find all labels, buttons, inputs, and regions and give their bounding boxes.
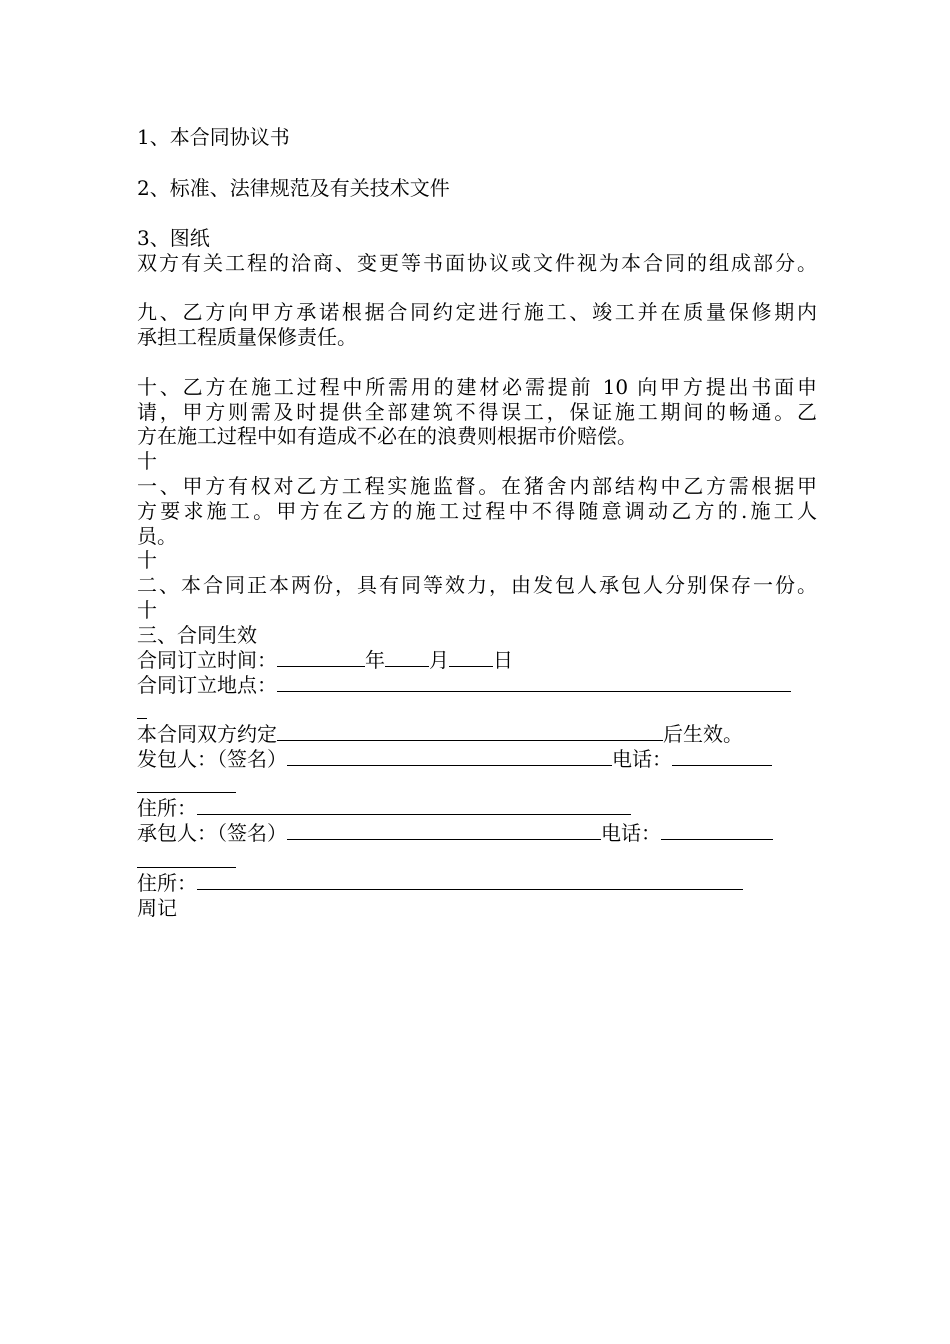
clause-11-line-2: 方要求施工。甲方在乙方的施工过程中不得随意调动乙方的.施工人 bbox=[137, 499, 817, 523]
item-1: 1、本合同协议书 bbox=[137, 125, 290, 149]
clause-13-number: 十 bbox=[137, 598, 157, 622]
agreement-suffix: 后生效。 bbox=[663, 722, 743, 746]
contractor-label: 承包人：（签名） bbox=[137, 821, 287, 845]
employer-address-blank bbox=[197, 797, 631, 815]
employer-address-row bbox=[137, 796, 631, 820]
employer-phone-blank-continuation bbox=[137, 792, 236, 793]
contractor-address-label: 住所： bbox=[137, 871, 197, 895]
place-blank-continuation bbox=[137, 718, 147, 719]
signing-time-row bbox=[137, 648, 513, 672]
agreement-blank bbox=[277, 723, 663, 741]
day-blank bbox=[449, 649, 493, 667]
employer-phone-label: 电话： bbox=[612, 747, 672, 771]
month-blank bbox=[385, 649, 429, 667]
clause-13-line-1: 三、合同生效 bbox=[137, 623, 257, 647]
year-blank bbox=[277, 649, 365, 667]
footer-note: 周记 bbox=[137, 896, 177, 920]
year-label: 年 bbox=[365, 648, 385, 672]
contractor-phone-blank bbox=[661, 822, 773, 840]
contractor-phone-blank-continuation bbox=[137, 867, 236, 868]
item-3: 3、图纸 bbox=[137, 226, 210, 250]
composition-note: 双方有关工程的洽商、变更等书面协议或文件视为本合同的组成部分。 bbox=[137, 251, 817, 275]
clause-11-line-1: 一、甲方有权对乙方工程实施监督。在猪舍内部结构中乙方需根据甲 bbox=[137, 474, 817, 498]
employer-address-label: 住所： bbox=[137, 796, 197, 820]
month-label: 月 bbox=[429, 648, 449, 672]
signing-time-label: 合同订立时间： bbox=[137, 648, 277, 672]
contractor-address-blank bbox=[197, 872, 743, 890]
clause-12-number: 十 bbox=[137, 548, 157, 572]
item-2: 2、标准、法律规范及有关技术文件 bbox=[137, 176, 450, 200]
clause-10-line-3: 方在施工过程中如有造成不必在的浪费则根据市价赔偿。 bbox=[137, 424, 637, 448]
employer-label: 发包人：（签名） bbox=[137, 747, 287, 771]
day-label: 日 bbox=[493, 648, 513, 672]
clause-12-line-1: 二、本合同正本两份，具有同等效力，由发包人承包人分别保存一份。 bbox=[137, 573, 817, 597]
place-blank bbox=[277, 674, 791, 692]
contractor-address-row bbox=[137, 871, 743, 895]
contractor-row bbox=[137, 821, 773, 845]
employer-phone-blank bbox=[672, 748, 772, 766]
agreement-row bbox=[137, 722, 743, 746]
employer-row bbox=[137, 747, 772, 771]
contractor-signature-blank bbox=[287, 822, 601, 840]
clause-9-line-1: 九、乙方向甲方承诺根据合同约定进行施工、竣工并在质量保修期内 bbox=[137, 300, 817, 324]
contractor-phone-label: 电话： bbox=[601, 821, 661, 845]
clause-10-line-2: 请，甲方则需及时提供全部建筑不得误工，保证施工期间的畅通。乙 bbox=[137, 400, 817, 424]
clause-10-line-1: 十、乙方在施工过程中所需用的建材必需提前 10 向甲方提出书面申 bbox=[137, 375, 817, 399]
clause-9-line-2: 承担工程质量保修责任。 bbox=[137, 325, 357, 349]
agreement-prefix: 本合同双方约定 bbox=[137, 722, 277, 746]
signing-place-label: 合同订立地点： bbox=[137, 673, 277, 697]
employer-signature-blank bbox=[287, 748, 612, 766]
clause-11-number: 十 bbox=[137, 449, 157, 473]
signing-place-row bbox=[137, 673, 791, 697]
clause-11-line-3: 员。 bbox=[137, 524, 177, 548]
